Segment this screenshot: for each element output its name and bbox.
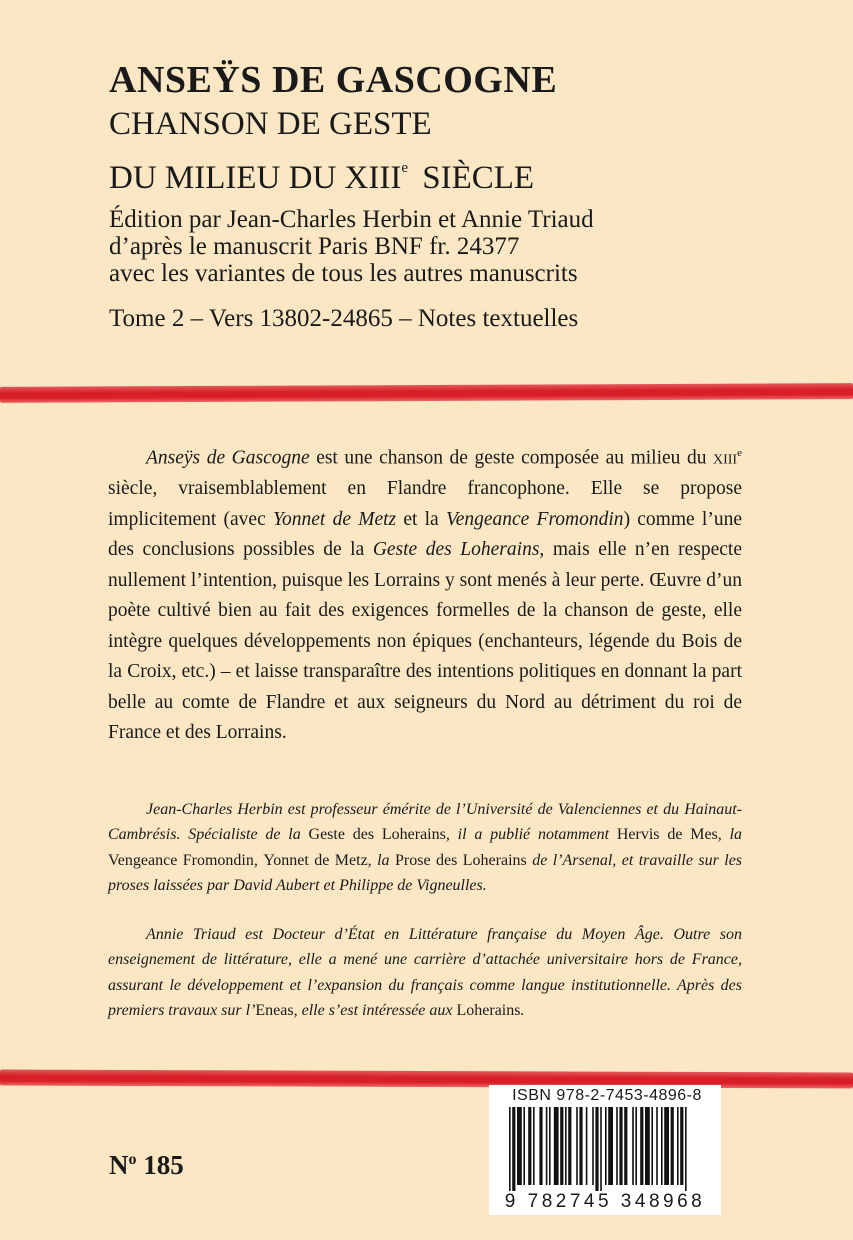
subtitle-century-sup: e [401,160,409,176]
barcode-bar [661,1107,663,1185]
tome-info: Tome 2 – Vers 13802-24865 – Notes textuelles [109,305,579,332]
edition-info [109,206,809,287]
edition-line-variants: avec les variantes de tous les autres manuscrits [109,260,578,287]
barcode-bar [539,1107,542,1185]
series-number: $N^o$ 185 [109,1150,184,1180]
barcode-bar [619,1107,622,1185]
barcode-bar [656,1107,658,1185]
red-stripe-top [0,383,853,403]
subtitle-line-1: CHANSON DE GESTE [109,106,432,142]
barcode-bar [640,1107,643,1185]
barcode-bar [671,1107,674,1185]
barcode-bar [677,1107,679,1185]
barcode-bar [680,1107,683,1185]
barcode-bar [512,1107,515,1191]
barcode-bar [576,1107,578,1185]
barcode-bar [685,1107,687,1191]
barcode-bar [533,1107,535,1185]
barcode-bar [579,1107,582,1185]
barcode-bar [568,1107,571,1185]
barcode-bar [632,1107,634,1185]
barcode-bar [651,1107,653,1185]
barcode-bar [528,1107,531,1185]
barcode-bar [549,1107,551,1185]
book-title: ANSEŸS DE GASCOGNE [109,59,558,101]
summary-paragraph: Anseÿs de Gascogne est une chanson de geste composée au milieu du xiii$^e$ siècle, vraisemblablement en Flandre francophone. Elle se propose implicitement (avec Yonnet de Metz et la Vengeance Fromondin) comme l’une des conclusions possibles de la Geste des Loherains, mais elle n’en respecte nullement l’intention, puisque les Lorrains y sont menés à leur perte. Œuvre d’un poète cultivé bien au fait des exigences formelles de la chanson de geste, elle intègre quelques développements non épiques (enchanteurs, légende du Bois de la Croix, etc.) – et laisse transparaître des intentions politiques en donnant la part belle au comte de Flandre et aux seigneurs du Nord au détriment du roi de France et des Lorrains. [108,447,742,743]
barcode-bar [586,1107,588,1185]
barcode-bar [595,1107,598,1191]
barcode-bar [560,1107,563,1185]
barcode-bar [616,1107,618,1185]
barcode-bar [554,1107,559,1185]
barcode-bar [608,1107,613,1185]
subtitle-siecle: SIÈCLE [422,160,535,196]
barcode-bar [517,1107,522,1185]
barcode-bars [495,1107,715,1191]
barcode-bar [565,1107,567,1185]
barcode-bar [645,1107,650,1185]
subtitle-century: DU MILIEU DU XIII [109,160,402,196]
barcode-bar [592,1107,594,1185]
barcode-bar [600,1107,602,1191]
barcode-bar [509,1107,511,1191]
edition-line-manuscript: d’après le manuscrit Paris BNF fr. 24377 [109,233,520,260]
subtitle-line-2 [109,146,809,200]
edition-line-editors: Édition par Jean-Charles Herbin et Annie Triaud [109,206,594,233]
author-bio-herbin: Jean-Charles Herbin est professeur émérite de l’Université de Valenciennes et du Hainaut-Cambrésis. Spécialiste de la Geste des Loherains, il a publié notamment Hervis de Mes, la Vengeance Fromondin, Yonnet de Metz, la Prose des Loherains de l’Arsenal, et travaille sur les proses laissées par David Aubert et Philippe de Vigneulles. [108,801,743,894]
barcode-bar [635,1107,637,1185]
barcode-digits: 9 782745 348968 [504,1191,706,1212]
isbn-label: ISBN 978-2-7453-4896-8 [512,1087,702,1104]
barcode-bar [523,1107,525,1185]
barcode-bar [664,1107,669,1185]
isbn-barcode [489,1085,721,1215]
red-stripe-bottom [0,1070,853,1089]
header [109,58,809,332]
barcode-bar [546,1107,548,1185]
barcode-bar [624,1107,627,1185]
barcode-bar [605,1107,607,1185]
author-bio-triaud: Annie Triaud est Docteur d’État en Littérature française du Moyen Âge. Outre son enseignement de littérature, elle a mené une carrière d’attachée universitaire hors de France, assurant le développement et l’expansion du français comme langue institutionnelle. Après des premiers travaux sur l’Eneas, elle s’est intéressée aux Loherains. [108,926,742,1019]
